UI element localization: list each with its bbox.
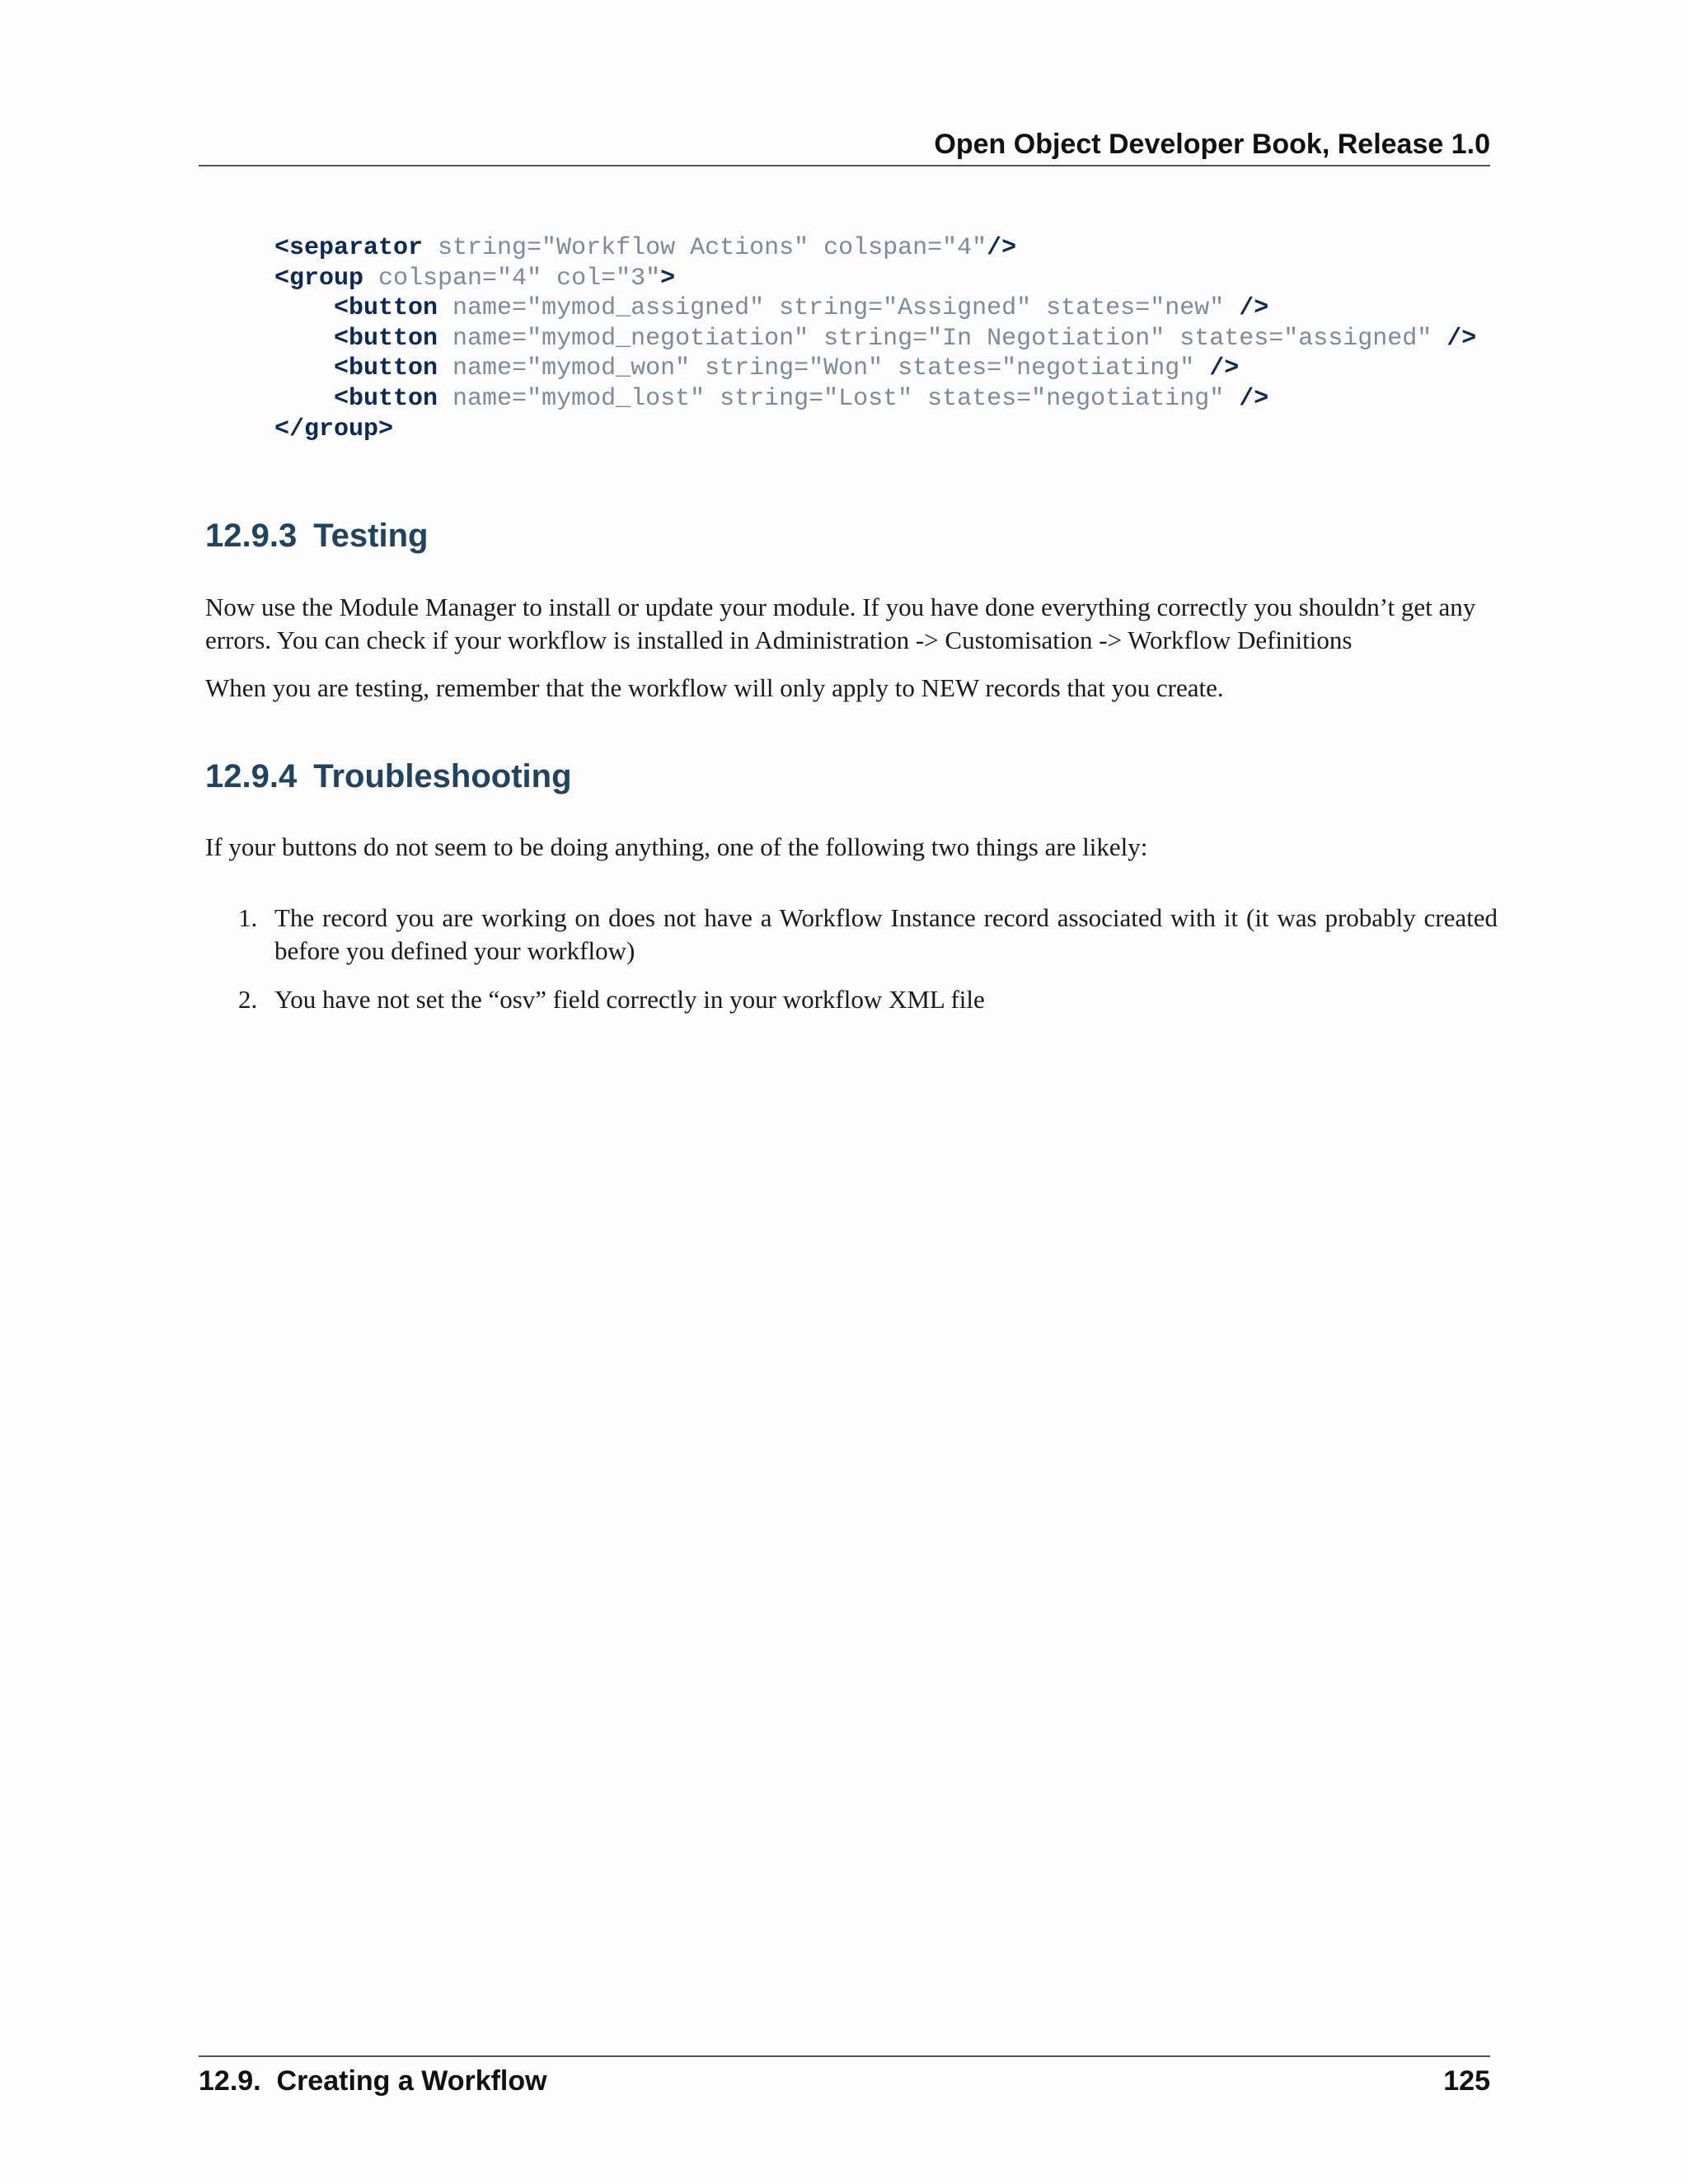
section-heading-troubleshooting bbox=[205, 758, 572, 795]
code-line: <button name="mymod_negotiation" string="In Negotiation" states="assigned" /> bbox=[334, 324, 1477, 353]
code-block bbox=[274, 233, 1476, 444]
code-line: </group> bbox=[274, 415, 394, 443]
section-number: 12.9.4 bbox=[205, 758, 298, 794]
list-item bbox=[205, 983, 1498, 1016]
code-line: <button name="mymod_lost" string="Lost" states="negotiating" /> bbox=[334, 384, 1269, 413]
code-line: <button name="mymod_won" string="Won" states="negotiating" /> bbox=[334, 354, 1240, 383]
section-title: Troubleshooting bbox=[313, 758, 572, 794]
paragraph: Now use the Module Manager to install or update your module. If you have done everything correctly you shouldn’t get any errors. You can check if your workflow is installed in Administration -> Customisation -> Workflow Definitions bbox=[205, 593, 1476, 654]
list-item-text: The record you are working on does not have a Workflow Instance record associated with it (it was probably created before you defined your workflow) bbox=[274, 903, 1498, 965]
page-number: 125 bbox=[1443, 2065, 1490, 2097]
list-item bbox=[205, 902, 1498, 968]
paragraph: When you are testing, remember that the workflow will only apply to NEW records that you create. bbox=[205, 673, 1224, 702]
list-marker: 2. bbox=[238, 985, 258, 1014]
numbered-list bbox=[205, 902, 1498, 1016]
code-line: <group colspan="4" col="3"> bbox=[274, 264, 676, 293]
code-line: <button name="mymod_assigned" string="Assigned" states="new" /> bbox=[334, 294, 1269, 323]
code-line: <separator string="Workflow Actions" colspan="4"/> bbox=[274, 234, 1017, 262]
list-item-text: You have not set the “osv” field correctly in your workflow XML file bbox=[274, 985, 985, 1014]
section-heading-testing bbox=[205, 518, 428, 555]
section-title: Testing bbox=[313, 518, 429, 554]
footer-section-title: 12.9. Creating a Workflow bbox=[199, 2065, 547, 2097]
list-marker: 1. bbox=[238, 903, 258, 932]
running-header-title: Open Object Developer Book, Release 1.0 bbox=[934, 129, 1490, 160]
page-header bbox=[199, 122, 1490, 166]
paragraph: If your buttons do not seem to be doing anything, one of the following two things are likely: bbox=[205, 832, 1148, 861]
page-footer bbox=[199, 2055, 1490, 2097]
section-number: 12.9.3 bbox=[205, 518, 298, 554]
